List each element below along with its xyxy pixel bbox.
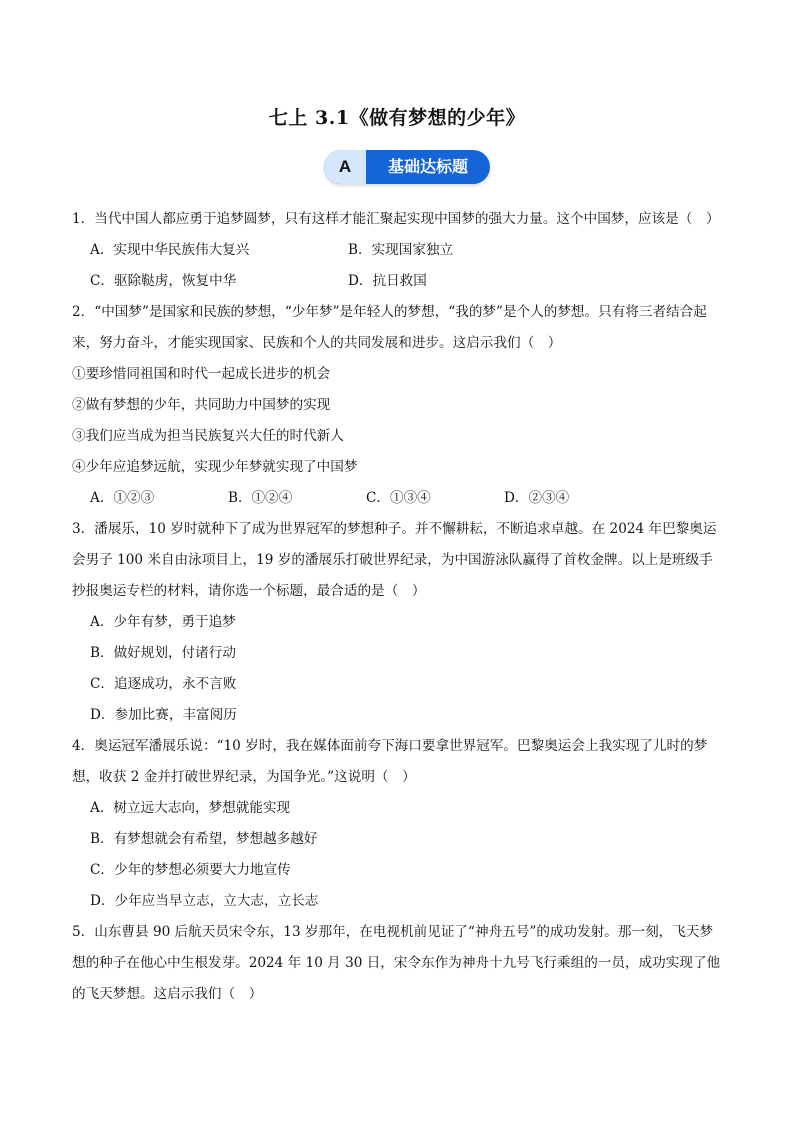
question-stem-line: 2．“中国梦”是国家和民族的梦想，“少年梦”是年轻人的梦想，“我的梦”是个人的梦想。只有将三者结合起 [72,304,707,320]
option-b: B．①②④ [228,490,293,506]
option-d: D．参加比赛，丰富阅历 [90,707,237,723]
statement-3: ③我们应当成为担当民族复兴大任的时代新人 [72,428,344,444]
option-b: B．做好规划，付诸行动 [90,645,236,661]
question-1 [72,204,722,297]
question-3 [72,514,722,731]
option-d: D．②③④ [504,490,570,506]
question-5 [72,917,722,1010]
statement-4: ④少年应追梦远航，实现少年梦就实现了中国梦 [72,459,358,475]
section-badge [324,150,490,184]
question-4 [72,731,722,917]
question-stem-line: 3．潘展乐，10 岁时就种下了成为世界冠军的梦想种子。并不懈耕耘，不断追求卓越。在 2024 年巴黎奥运 [72,521,717,537]
statement-2: ②做有梦想的少年，共同助力中国梦的实现 [72,397,331,413]
option-a: A．少年有梦，勇于追梦 [90,614,236,630]
question-stem-line: 会男子 100 米自由泳项目上，19 岁的潘展乐打破世界纪录，为中国游泳队赢得了首枚金牌。以上是班级手 [72,552,713,568]
option-a: A．树立远大志向，梦想就能实现 [90,800,291,816]
option-b: B．实现国家独立 [348,242,454,258]
question-stem: 1．当代中国人都应勇于追梦圆梦，只有这样才能汇聚起实现中国梦的强大力量。这个中国梦，应该是（ ） [72,211,720,227]
question-stem-line: 的飞天梦想。这启示我们（ ） [72,986,263,1002]
section-label: 基础达标题 [387,157,468,176]
question-stem-line: 4．奥运冠军潘展乐说：“10 岁时，我在媒体面前夸下海口要拿世界冠军。巴黎奥运会上我实现了儿时的梦 [72,738,708,754]
option-d: D．少年应当早立志，立大志，立长志 [90,893,319,909]
question-list [72,204,722,1010]
statement-1: ①要珍惜同祖国和时代一起成长进步的机会 [72,366,331,382]
question-stem-line: 5．山东曹县 90 后航天员宋令东，13 岁那年，在电视机前见证了“神舟五号”的成功发射。那一刻，飞天梦 [72,924,714,940]
option-a: A．实现中华民族伟大复兴 [90,242,250,258]
section-letter: A [324,150,366,184]
option-c: C．驱除鞑虏，恢复中华 [90,273,237,289]
option-c: C．少年的梦想必须要大力地宣传 [90,862,291,878]
option-c: C．追逐成功，永不言败 [90,676,237,692]
question-stem-line: 想的种子在他心中生根发芽。2024 年 10 月 30 日，宋令东作为神舟十九号飞行乘组的一员，成功实现了他 [72,955,721,971]
option-c: C．①③④ [366,490,431,506]
question-stem-line: 想，收获 2 金并打破世界纪录，为国争光。”这说明（ ） [72,769,416,785]
question-stem-line: 来，努力奋斗，才能实现国家、民族和个人的共同发展和进步。这启示我们（ ） [72,335,562,351]
option-d: D．抗日救国 [348,273,427,289]
option-b: B．有梦想就会有希望，梦想越多越好 [90,831,318,847]
question-2 [72,297,722,514]
question-stem-line: 抄报奥运专栏的材料，请你选一个标题，最合适的是（ ） [72,583,426,599]
page-title: 七上 3.1《做有梦想的少年》 [268,107,526,129]
option-a: A．①②③ [90,490,155,506]
